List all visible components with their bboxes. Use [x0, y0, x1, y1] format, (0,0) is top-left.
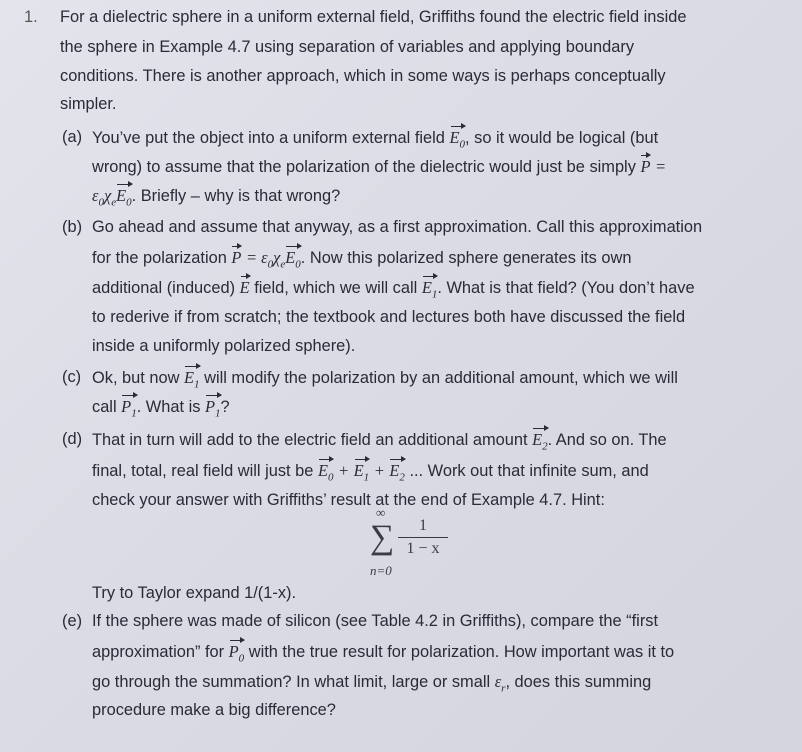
part-a-line-3: $\varepsilon_0\chi_eE_0$. Briefly – why is that wrong?: [92, 186, 341, 209]
problem-number: 1.: [24, 8, 38, 26]
p1-vector: $P_1$: [121, 397, 137, 420]
part-b-line-2: for the polarization $P = \varepsilon_0\chi_eE_0$. Now this polarized sphere generates its own: [92, 248, 632, 271]
intro-line-2: the sphere in Example 4.7 using separation of variables and applying boundary: [60, 38, 635, 56]
part-e-line-2: approximation” for $P_0$ with the true result for polarization. How important was it to: [92, 642, 675, 665]
e-vector: E: [239, 278, 250, 297]
part-b-line-3: additional (induced) E field, which we will call $E_1$. What is that field? (You don’t have: [92, 278, 695, 301]
intro-line-3: conditions. There is another approach, which in some ways is perhaps conceptually: [60, 67, 666, 85]
part-b-label: (b): [62, 218, 83, 236]
fraction-denominator: 1 − x: [406, 540, 440, 557]
e1-vector: $E_1$: [421, 278, 438, 301]
p-vector: P: [231, 248, 242, 267]
part-b-line-4: to rederive if from scratch; the textbook and lectures both have discussed the field: [92, 308, 686, 326]
e0-vector: $E_0$: [116, 186, 132, 209]
part-b-line-1: Go ahead and assume that anyway, as a first approximation. Call this approximation: [92, 218, 703, 236]
sigma-symbol: ∑: [370, 519, 395, 556]
e0-vector: $E_0$: [317, 461, 334, 484]
part-e-line-3: go through the summation? In what limit, large or small $\varepsilon_r$, does this summing: [92, 672, 652, 695]
part-a-label: (a): [62, 128, 83, 146]
p-vector: P: [640, 157, 651, 176]
part-d-hint: Try to Taylor expand 1/(1-x).: [92, 584, 297, 602]
sum-formula: [370, 505, 480, 585]
e1-vector: $E_1$: [353, 461, 370, 484]
part-b-line-5: inside a uniformly polarized sphere).: [92, 337, 356, 355]
fraction: [398, 517, 448, 558]
e2-vector: $E_2$: [532, 430, 548, 453]
part-d-line-2: final, total, real field will just be $E_0 + E_1 + E_2$ ... Work out that infinite sum, and: [92, 461, 649, 484]
part-c-line-2: call $P_1$. What is $P_1$?: [92, 397, 230, 420]
intro-line-4: simpler.: [60, 95, 117, 113]
part-e-line-4: procedure make a big difference?: [92, 701, 336, 719]
part-d-label: (d): [62, 430, 83, 448]
e1-vector: $E_1$: [184, 368, 200, 391]
fraction-bar: [398, 537, 448, 538]
part-c-line-1: Ok, but now $E_1$ will modify the polarization by an additional amount, which we will: [92, 368, 678, 391]
p1-vector: $P_1$: [205, 397, 221, 420]
e2-vector: $E_2$: [389, 461, 405, 484]
e0-vector: $E_0$: [285, 248, 301, 271]
part-d-line-1: That in turn will add to the electric field an additional amount $E_2$. And so on. The: [92, 430, 667, 453]
fraction-numerator: 1: [419, 517, 427, 534]
sum-lower-limit: n=0: [370, 563, 392, 578]
intro-line-1: For a dielectric sphere in a uniform external field, Griffiths found the electric field inside: [60, 8, 687, 26]
part-c-label: (c): [62, 368, 82, 386]
part-a-line-1: You’ve put the object into a uniform external field $E_0$, so it would be logical (but: [92, 128, 659, 151]
part-a-line-2: wrong) to assume that the polarization of the dielectric would just be simply P =: [92, 157, 667, 176]
e0-vector: $E_0$: [449, 128, 466, 151]
part-e-line-1: If the sphere was made of silicon (see Table 4.2 in Griffiths), compare the “first: [92, 612, 659, 630]
p0-vector: $P_0$: [228, 642, 245, 665]
sum-upper-limit: ∞: [376, 505, 386, 520]
part-e-label: (e): [62, 612, 83, 630]
part-d-line-3: check your answer with Griffiths’ result at the end of Example 4.7. Hint:: [92, 491, 605, 509]
